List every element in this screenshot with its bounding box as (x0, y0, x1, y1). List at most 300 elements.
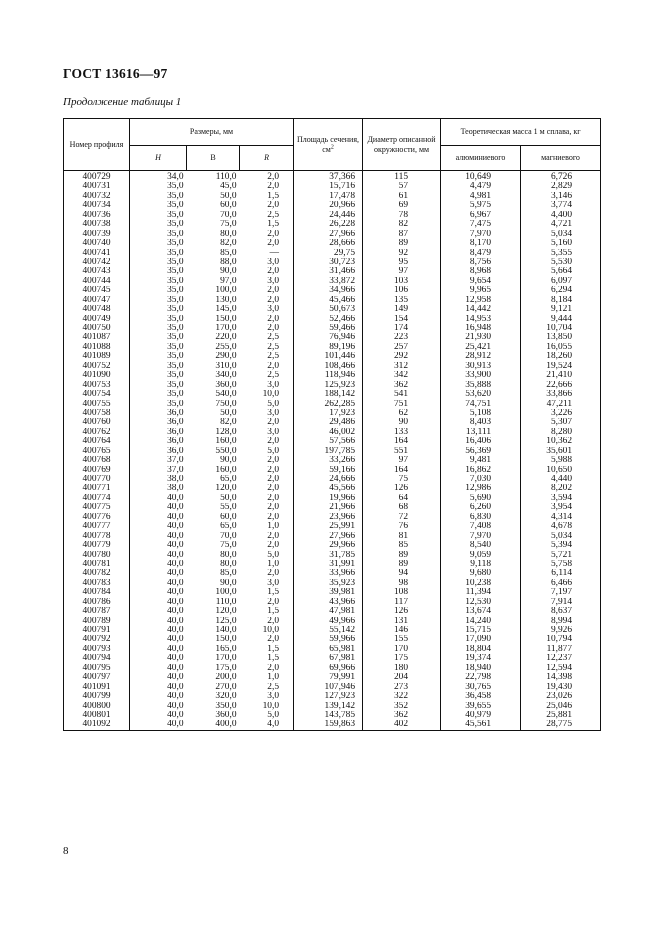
cell-h: 37,0 (130, 466, 187, 475)
cell-r: 1,5 (240, 192, 294, 201)
table-row (64, 437, 601, 446)
table-row (64, 626, 601, 635)
cell-r: — (240, 249, 294, 258)
cell-mass-aluminum: 9,680 (441, 569, 521, 578)
cell-r: 3,0 (240, 277, 294, 286)
cell-h: 35,0 (130, 324, 187, 333)
cell-b: 160,0 (215, 437, 237, 447)
cell-diameter: 362 (363, 711, 441, 720)
cell-r: 5,0 (240, 400, 294, 409)
table-row (64, 664, 601, 673)
table-row (64, 654, 601, 663)
cell-h: 35,0 (130, 296, 187, 305)
cell-diameter: 108 (363, 588, 441, 597)
cell-profile-number: 400749 (64, 315, 130, 324)
cell-diameter: 98 (363, 579, 441, 588)
cell-diameter: 149 (363, 305, 441, 314)
cell-h: 35,0 (130, 182, 187, 191)
cell-h: 40,0 (130, 532, 187, 541)
cell-h: 40,0 (130, 607, 187, 616)
cell-diameter: 94 (363, 569, 441, 578)
header-area-text: Площадь сечения, см (297, 134, 360, 154)
cell-b: 100,0 (215, 286, 237, 296)
cell-r: 2,0 (240, 267, 294, 276)
cell-mass-magnesium: 8,280 (521, 428, 601, 437)
header-profile-number: Номер профиля (64, 119, 130, 171)
table-row (64, 258, 601, 267)
header-diameter: Диаметр описанной окружности, мм (363, 119, 441, 171)
cell-mass-magnesium: 4,400 (521, 211, 601, 220)
cell-profile-number: 400777 (64, 522, 130, 531)
cell-b: 85,0 (220, 248, 237, 258)
cell-mass-magnesium: 18,260 (521, 352, 601, 361)
cell-diameter: 551 (363, 447, 441, 456)
cell-b: 750,0 (215, 399, 237, 409)
cell-r: 3,0 (240, 692, 294, 701)
cell-mass-magnesium: 5,160 (521, 239, 601, 248)
cell-mass-aluminum: 7,970 (441, 230, 521, 239)
table-row (64, 522, 601, 531)
cell-mass-magnesium: 8,994 (521, 617, 601, 626)
cell-mass-aluminum: 18,804 (441, 645, 521, 654)
table-row (64, 267, 601, 276)
cell-profile-number: 400743 (64, 267, 130, 276)
table-row (64, 466, 601, 475)
cell-mass-aluminum: 14,953 (441, 315, 521, 324)
cell-h: 35,0 (130, 267, 187, 276)
cell-r: 2,0 (240, 296, 294, 305)
cell-r: 10,0 (240, 626, 294, 635)
cell-profile-number: 400776 (64, 513, 130, 522)
cell-b: 55,0 (220, 503, 237, 513)
cell-diameter: 90 (363, 418, 441, 427)
cell-area: 28,666 (294, 239, 363, 248)
cell-h: 35,0 (130, 258, 187, 267)
cell-h: 35,0 (130, 277, 187, 286)
profile-table (63, 118, 601, 731)
cell-diameter: 115 (363, 171, 441, 183)
table-row (64, 277, 601, 286)
cell-diameter: 82 (363, 220, 441, 229)
cell-h: 40,0 (130, 626, 187, 635)
table-row (64, 201, 601, 210)
cell-r: 2,0 (240, 664, 294, 673)
cell-mass-magnesium: 14,398 (521, 673, 601, 682)
cell-mass-aluminum: 14,442 (441, 305, 521, 314)
cell-mass-aluminum: 14,240 (441, 617, 521, 626)
cell-area: 23,966 (294, 513, 363, 522)
cell-b: 82,0 (220, 418, 237, 428)
table-row (64, 239, 601, 248)
cell-mass-magnesium: 10,650 (521, 466, 601, 475)
cell-mass-aluminum: 40,979 (441, 711, 521, 720)
cell-mass-aluminum: 36,458 (441, 692, 521, 701)
cell-diameter: 95 (363, 258, 441, 267)
cell-r: 1,0 (240, 522, 294, 531)
table-row (64, 305, 601, 314)
table-row (64, 579, 601, 588)
cell-profile-number: 400801 (64, 711, 130, 720)
header-dimensions: Размеры, мм (130, 119, 294, 146)
cell-h: 35,0 (130, 362, 187, 371)
cell-diameter: 126 (363, 484, 441, 493)
cell-area: 15,716 (294, 182, 363, 191)
cell-mass-aluminum: 13,111 (441, 428, 521, 437)
cell-diameter: 57 (363, 182, 441, 191)
cell-h: 35,0 (130, 286, 187, 295)
cell-r: 2,5 (240, 343, 294, 352)
cell-b: 340,0 (215, 371, 237, 381)
cell-mass-magnesium: 22,666 (521, 381, 601, 390)
cell-r: 5,0 (240, 551, 294, 560)
cell-r: 2,0 (240, 324, 294, 333)
table-row (64, 692, 601, 701)
cell-profile-number: 400741 (64, 249, 130, 258)
cell-b: 97,0 (220, 276, 237, 286)
table-row (64, 286, 601, 295)
cell-diameter: 61 (363, 192, 441, 201)
table-row (64, 182, 601, 191)
table-row (64, 428, 601, 437)
cell-mass-magnesium: 4,721 (521, 220, 601, 229)
cell-r: 2,5 (240, 371, 294, 380)
cell-h: 40,0 (130, 513, 187, 522)
cell-b: 320,0 (215, 692, 237, 702)
cell-profile-number: 401088 (64, 343, 130, 352)
cell-mass-aluminum: 35,888 (441, 381, 521, 390)
table-row (64, 598, 601, 607)
header-aluminum: алюминиевого (441, 146, 521, 171)
cell-r: 2,0 (240, 503, 294, 512)
cell-r: 2,0 (240, 541, 294, 550)
cell-area: 89,196 (294, 343, 363, 352)
cell-r: 2,0 (240, 475, 294, 484)
cell-h: 35,0 (130, 315, 187, 324)
cell-profile-number: 400740 (64, 239, 130, 248)
cell-profile-number: 400748 (64, 305, 130, 314)
cell-b: 550,0 (215, 446, 237, 456)
table-row (64, 513, 601, 522)
cell-diameter: 106 (363, 286, 441, 295)
cell-area: 39,981 (294, 588, 363, 597)
cell-r: 2,0 (240, 456, 294, 465)
cell-diameter: 69 (363, 201, 441, 210)
cell-diameter: 117 (363, 598, 441, 607)
cell-r: 2,0 (240, 201, 294, 210)
cell-diameter: 223 (363, 333, 441, 342)
cell-h: 36,0 (130, 409, 187, 418)
cell-diameter: 97 (363, 456, 441, 465)
cell-mass-magnesium: 9,444 (521, 315, 601, 324)
cell-r: 2,5 (240, 352, 294, 361)
cell-profile-number: 400789 (64, 617, 130, 626)
cell-area: 27,966 (294, 230, 363, 239)
cell-b: 60,0 (220, 201, 237, 211)
cell-area: 31,466 (294, 267, 363, 276)
cell-mass-magnesium: 5,758 (521, 560, 601, 569)
cell-profile-number: 401091 (64, 683, 130, 692)
table-row (64, 607, 601, 616)
cell-profile-number: 400745 (64, 286, 130, 295)
cell-diameter: 751 (363, 400, 441, 409)
table-row (64, 635, 601, 644)
cell-b: 110,0 (215, 597, 237, 607)
cell-h: 36,0 (130, 418, 187, 427)
cell-profile-number: 400764 (64, 437, 130, 446)
cell-mass-aluminum: 28,912 (441, 352, 521, 361)
cell-b: 140,0 (215, 626, 237, 635)
cell-area: 79,991 (294, 673, 363, 682)
header-r: R (240, 146, 294, 171)
cell-b: 50,0 (220, 408, 237, 418)
cell-h: 35,0 (130, 390, 187, 399)
cell-area: 69,966 (294, 664, 363, 673)
cell-h: 36,0 (130, 437, 187, 446)
cell-r: 2,0 (240, 230, 294, 239)
table-row (64, 541, 601, 550)
cell-mass-magnesium: 3,774 (521, 201, 601, 210)
cell-mass-aluminum: 8,756 (441, 258, 521, 267)
cell-b: 88,0 (220, 257, 237, 267)
table-row (64, 702, 601, 711)
cell-profile-number: 401090 (64, 371, 130, 380)
cell-profile-number: 400775 (64, 503, 130, 512)
cell-area: 25,991 (294, 522, 363, 531)
cell-mass-aluminum: 25,421 (441, 343, 521, 352)
cell-h: 40,0 (130, 598, 187, 607)
cell-area: 107,946 (294, 683, 363, 692)
cell-profile-number: 400762 (64, 428, 130, 437)
cell-area: 159,863 (294, 720, 363, 730)
table-row (64, 333, 601, 342)
cell-area: 118,946 (294, 371, 363, 380)
cell-mass-magnesium: 4,314 (521, 513, 601, 522)
document-title: ГОСТ 13616—97 (63, 66, 168, 81)
cell-mass-aluminum: 33,900 (441, 371, 521, 380)
cell-area: 43,966 (294, 598, 363, 607)
cell-profile-number: 400765 (64, 447, 130, 456)
cell-diameter: 322 (363, 692, 441, 701)
cell-mass-magnesium: 3,954 (521, 503, 601, 512)
cell-profile-number: 400747 (64, 296, 130, 305)
table-row (64, 296, 601, 305)
cell-mass-aluminum: 5,975 (441, 201, 521, 210)
cell-profile-number: 400729 (64, 171, 130, 183)
cell-area: 125,923 (294, 381, 363, 390)
cell-h: 40,0 (130, 579, 187, 588)
cell-diameter: 342 (363, 371, 441, 380)
cell-r: 1,5 (240, 607, 294, 616)
cell-h: 35,0 (130, 371, 187, 380)
cell-r: 10,0 (240, 390, 294, 399)
cell-mass-magnesium: 9,926 (521, 626, 601, 635)
table-row (64, 569, 601, 578)
cell-b: 82,0 (220, 239, 237, 249)
cell-mass-aluminum: 16,406 (441, 437, 521, 446)
cell-diameter: 541 (363, 390, 441, 399)
cell-mass-aluminum: 8,170 (441, 239, 521, 248)
cell-h: 35,0 (130, 381, 187, 390)
cell-mass-magnesium: 5,394 (521, 541, 601, 550)
cell-area: 67,981 (294, 654, 363, 663)
cell-r: 3,0 (240, 428, 294, 437)
cell-diameter: 131 (363, 617, 441, 626)
cell-area: 50,673 (294, 305, 363, 314)
cell-diameter: 133 (363, 428, 441, 437)
cell-mass-magnesium: 5,530 (521, 258, 601, 267)
cell-mass-aluminum: 12,958 (441, 296, 521, 305)
table-continuation-caption: Продолжение таблицы 1 (63, 96, 182, 108)
cell-b: 75,0 (220, 220, 237, 230)
table-row (64, 475, 601, 484)
cell-r: 2,0 (240, 494, 294, 503)
cell-area: 76,946 (294, 333, 363, 342)
cell-profile-number: 400793 (64, 645, 130, 654)
cell-diameter: 292 (363, 352, 441, 361)
cell-area: 19,966 (294, 494, 363, 503)
cell-h: 38,0 (130, 475, 187, 484)
cell-area: 45,466 (294, 296, 363, 305)
cell-h: 40,0 (130, 720, 187, 730)
cell-mass-aluminum: 39,655 (441, 702, 521, 711)
cell-h: 40,0 (130, 551, 187, 560)
cell-b: 170,0 (215, 654, 237, 664)
cell-mass-aluminum: 10,238 (441, 579, 521, 588)
cell-mass-aluminum: 9,654 (441, 277, 521, 286)
cell-mass-aluminum: 22,798 (441, 673, 521, 682)
cell-mass-magnesium: 10,794 (521, 635, 601, 644)
cell-h: 40,0 (130, 654, 187, 663)
cell-mass-magnesium: 23,026 (521, 692, 601, 701)
cell-profile-number: 400784 (64, 588, 130, 597)
cell-mass-aluminum: 13,674 (441, 607, 521, 616)
cell-area: 127,923 (294, 692, 363, 701)
cell-area: 37,366 (294, 171, 363, 183)
table-row (64, 211, 601, 220)
cell-diameter: 402 (363, 720, 441, 730)
cell-b: 350,0 (215, 701, 237, 711)
cell-h: 35,0 (130, 400, 187, 409)
table-row (64, 381, 601, 390)
cell-profile-number: 400800 (64, 702, 130, 711)
cell-mass-magnesium: 10,362 (521, 437, 601, 446)
cell-h: 35,0 (130, 211, 187, 220)
cell-r: 2,0 (240, 617, 294, 626)
cell-b: 70,0 (220, 531, 237, 541)
cell-area: 49,966 (294, 617, 363, 626)
table-row (64, 220, 601, 229)
cell-diameter: 64 (363, 494, 441, 503)
cell-diameter: 97 (363, 267, 441, 276)
cell-h: 40,0 (130, 635, 187, 644)
header-mass: Теоретическая масса 1 м сплава, кг (441, 119, 601, 146)
cell-b: 255,0 (215, 342, 237, 352)
cell-profile-number: 400731 (64, 182, 130, 191)
cell-h: 35,0 (130, 239, 187, 248)
cell-profile-number: 400791 (64, 626, 130, 635)
cell-area: 59,166 (294, 466, 363, 475)
header-area-superscript: 2 (330, 143, 334, 150)
table-row (64, 645, 601, 654)
cell-area: 29,966 (294, 541, 363, 550)
cell-profile-number: 400782 (64, 569, 130, 578)
table-row (64, 230, 601, 239)
cell-area: 188,142 (294, 390, 363, 399)
table-body (64, 171, 601, 731)
cell-mass-aluminum: 9,118 (441, 560, 521, 569)
cell-mass-aluminum: 6,260 (441, 503, 521, 512)
cell-profile-number: 400734 (64, 201, 130, 210)
cell-h: 40,0 (130, 494, 187, 503)
cell-r: 2,5 (240, 683, 294, 692)
cell-profile-number: 400778 (64, 532, 130, 541)
cell-area: 17,923 (294, 409, 363, 418)
cell-mass-magnesium: 28,775 (521, 720, 601, 730)
table-row (64, 683, 601, 692)
cell-b: 75,0 (220, 541, 237, 551)
cell-h: 40,0 (130, 645, 187, 654)
cell-diameter: 312 (363, 362, 441, 371)
cell-b: 160,0 (215, 465, 237, 475)
cell-profile-number: 400736 (64, 211, 130, 220)
cell-r: 2,0 (240, 315, 294, 324)
cell-diameter: 68 (363, 503, 441, 512)
cell-mass-magnesium: 47,211 (521, 400, 601, 409)
cell-mass-aluminum: 6,830 (441, 513, 521, 522)
cell-r: 3,0 (240, 258, 294, 267)
cell-area: 17,478 (294, 192, 363, 201)
header-magnesium: магниевого (521, 146, 601, 171)
cell-mass-magnesium: 5,034 (521, 532, 601, 541)
cell-r: 1,5 (240, 588, 294, 597)
cell-mass-magnesium: 4,678 (521, 522, 601, 531)
cell-r: 2,0 (240, 569, 294, 578)
cell-mass-aluminum: 74,751 (441, 400, 521, 409)
table-row (64, 673, 601, 682)
cell-b: 80,0 (220, 559, 237, 569)
cell-profile-number: 400738 (64, 220, 130, 229)
cell-mass-aluminum: 16,948 (441, 324, 521, 333)
cell-r: 2,0 (240, 171, 294, 183)
cell-diameter: 85 (363, 541, 441, 550)
cell-mass-magnesium: 5,355 (521, 249, 601, 258)
cell-r: 2,0 (240, 182, 294, 191)
cell-h: 35,0 (130, 220, 187, 229)
cell-area: 101,446 (294, 352, 363, 361)
cell-diameter: 273 (363, 683, 441, 692)
cell-mass-magnesium: 12,237 (521, 654, 601, 663)
cell-mass-aluminum: 56,369 (441, 447, 521, 456)
cell-diameter: 155 (363, 635, 441, 644)
cell-r: 3,0 (240, 305, 294, 314)
cell-h: 35,0 (130, 333, 187, 342)
cell-mass-aluminum: 8,968 (441, 267, 521, 276)
table-row (64, 315, 601, 324)
cell-mass-magnesium: 21,410 (521, 371, 601, 380)
cell-area: 35,923 (294, 579, 363, 588)
cell-mass-aluminum: 7,970 (441, 532, 521, 541)
cell-mass-aluminum: 8,479 (441, 249, 521, 258)
cell-mass-aluminum: 8,540 (441, 541, 521, 550)
table-row (64, 192, 601, 201)
cell-r: 2,0 (240, 286, 294, 295)
cell-h: 40,0 (130, 588, 187, 597)
cell-area: 21,966 (294, 503, 363, 512)
cell-area: 45,566 (294, 484, 363, 493)
cell-area: 52,466 (294, 315, 363, 324)
cell-profile-number: 400787 (64, 607, 130, 616)
cell-profile-number: 400794 (64, 654, 130, 663)
